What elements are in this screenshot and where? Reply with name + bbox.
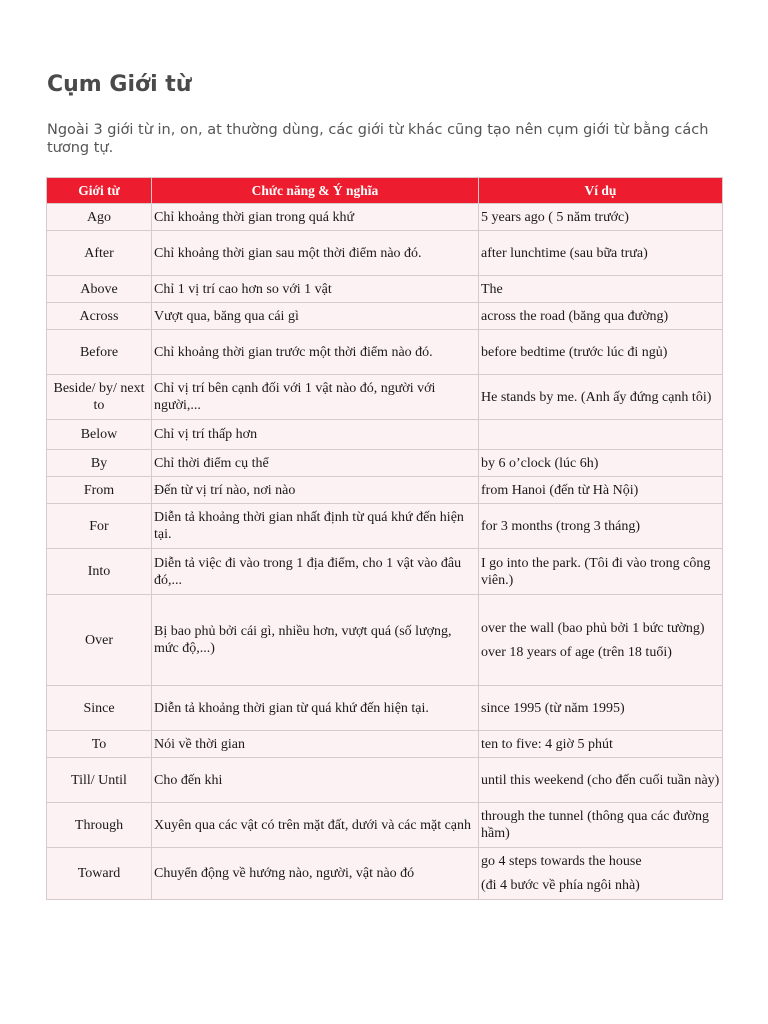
table-row (47, 758, 723, 803)
cell-preposition: Over (47, 595, 152, 686)
table-row (47, 595, 723, 686)
example-line: over 18 years of age (trên 18 tuổi) (481, 644, 672, 660)
example-line: (đi 4 bước về phía ngôi nhà) (481, 878, 640, 893)
cell-preposition: Through (47, 803, 152, 848)
table-row (47, 731, 723, 758)
cell-meaning: Bị bao phủ bởi cái gì, nhiều hơn, vượt quá (số lượng, mức độ,...) (152, 595, 479, 686)
cell-example (479, 549, 723, 595)
cell-preposition: Ago (47, 204, 152, 231)
cell-example (479, 803, 723, 848)
example-line: 5 years ago ( 5 năm trước) (481, 209, 629, 225)
cell-preposition: Across (47, 303, 152, 330)
cell-example (479, 595, 723, 686)
cell-preposition: To (47, 731, 152, 758)
cell-preposition: Till/ Until (47, 758, 152, 803)
example-line: ten to five: 4 giờ 5 phút (481, 736, 613, 752)
cell-preposition: Below (47, 420, 152, 450)
table-row (47, 204, 723, 231)
cell-preposition: Beside/ by/ next to (47, 375, 152, 420)
table-row (47, 330, 723, 375)
example-line: until this weekend (cho đến cuối tuần này) (481, 772, 720, 788)
table-row (47, 477, 723, 504)
cell-example (479, 731, 723, 758)
cell-preposition: By (47, 450, 152, 477)
intro-paragraph: Ngoài 3 giới từ in, on, at thường dùng, các giới từ khác cũng tạo nên cụm giới từ bằng cách tương tự. (47, 122, 709, 156)
cell-example (479, 477, 723, 504)
cell-example (479, 848, 723, 900)
cell-meaning: Chỉ khoảng thời gian sau một thời điểm nào đó. (152, 231, 479, 276)
cell-example (479, 450, 723, 477)
cell-example (479, 276, 723, 303)
cell-preposition: After (47, 231, 152, 276)
header-preposition: Giới từ (47, 178, 152, 204)
cell-example (479, 231, 723, 276)
cell-meaning: Nói về thời gian (152, 731, 479, 758)
table-row (47, 375, 723, 420)
example-line: over the wall (bao phủ bởi 1 bức tường) (481, 620, 705, 636)
cell-example (479, 204, 723, 231)
cell-meaning: Xuyên qua các vật có trên mặt đất, dưới và các mặt cạnh (152, 803, 479, 848)
table-row (47, 549, 723, 595)
cell-meaning: Đến từ vị trí nào, nơi nào (152, 477, 479, 504)
cell-meaning: Diễn tả khoảng thời gian từ quá khứ đến hiện tại. (152, 686, 479, 731)
example-line: The (481, 281, 503, 297)
cell-example (479, 303, 723, 330)
page-title: Cụm Giới từ (47, 72, 192, 97)
example-line: across the road (băng qua đường) (481, 308, 669, 324)
cell-meaning: Chỉ khoảng thời gian trong quá khứ (152, 204, 479, 231)
table-row (47, 276, 723, 303)
table-row (47, 803, 723, 848)
cell-preposition: Toward (47, 848, 152, 900)
table-row (47, 231, 723, 276)
preposition-table (46, 177, 723, 900)
cell-meaning: Diễn tả khoảng thời gian nhất định từ quá khứ đến hiện tại. (152, 504, 479, 549)
cell-example (479, 686, 723, 731)
cell-meaning: Cho đến khi (152, 758, 479, 803)
cell-example (479, 375, 723, 420)
cell-meaning: Chuyển động về hướng nào, người, vật nào đó (152, 848, 479, 900)
example-line: before bedtime (trước lúc đi ngủ) (481, 344, 668, 360)
table-header-row (47, 178, 723, 204)
cell-preposition: Before (47, 330, 152, 375)
cell-preposition: Since (47, 686, 152, 731)
example-line: He stands by me. (Anh ấy đứng cạnh tôi) (481, 389, 712, 405)
cell-meaning: Chỉ vị trí bên cạnh đối với 1 vật nào đó, người với người,... (152, 375, 479, 420)
table-row (47, 420, 723, 450)
header-meaning: Chức năng & Ý nghĩa (152, 178, 479, 204)
cell-preposition: Above (47, 276, 152, 303)
cell-example (479, 420, 723, 450)
cell-meaning: Chỉ thời điểm cụ thể (152, 450, 479, 477)
table-row (47, 504, 723, 549)
cell-example (479, 330, 723, 375)
example-line: from Hanoi (đến từ Hà Nội) (481, 482, 639, 498)
table-row (47, 450, 723, 477)
cell-preposition: For (47, 504, 152, 549)
table-body (47, 204, 723, 900)
cell-meaning: Vượt qua, băng qua cái gì (152, 303, 479, 330)
example-line: I go into the park. (Tôi đi vào trong công viên.) (481, 555, 711, 588)
example-line: for 3 months (trong 3 tháng) (481, 518, 641, 534)
cell-example (479, 504, 723, 549)
example-line: through the tunnel (thông qua các đường hầm) (481, 809, 710, 841)
cell-meaning: Chỉ vị trí thấp hơn (152, 420, 479, 450)
table-row (47, 686, 723, 731)
cell-meaning: Diễn tả việc đi vào trong 1 địa điểm, cho 1 vật vào đâu đó,... (152, 549, 479, 595)
cell-preposition: Into (47, 549, 152, 595)
cell-example (479, 758, 723, 803)
table-row (47, 303, 723, 330)
example-line: by 6 o’clock (lúc 6h) (481, 455, 599, 471)
example-line: since 1995 (từ năm 1995) (481, 700, 625, 716)
example-line: go 4 steps towards the house (481, 854, 642, 869)
example-line: after lunchtime (sau bữa trưa) (481, 245, 648, 261)
cell-preposition: From (47, 477, 152, 504)
cell-meaning: Chỉ 1 vị trí cao hơn so với 1 vật (152, 276, 479, 303)
table-row (47, 848, 723, 900)
cell-meaning: Chỉ khoảng thời gian trước một thời điểm nào đó. (152, 330, 479, 375)
header-example: Ví dụ (479, 178, 723, 204)
